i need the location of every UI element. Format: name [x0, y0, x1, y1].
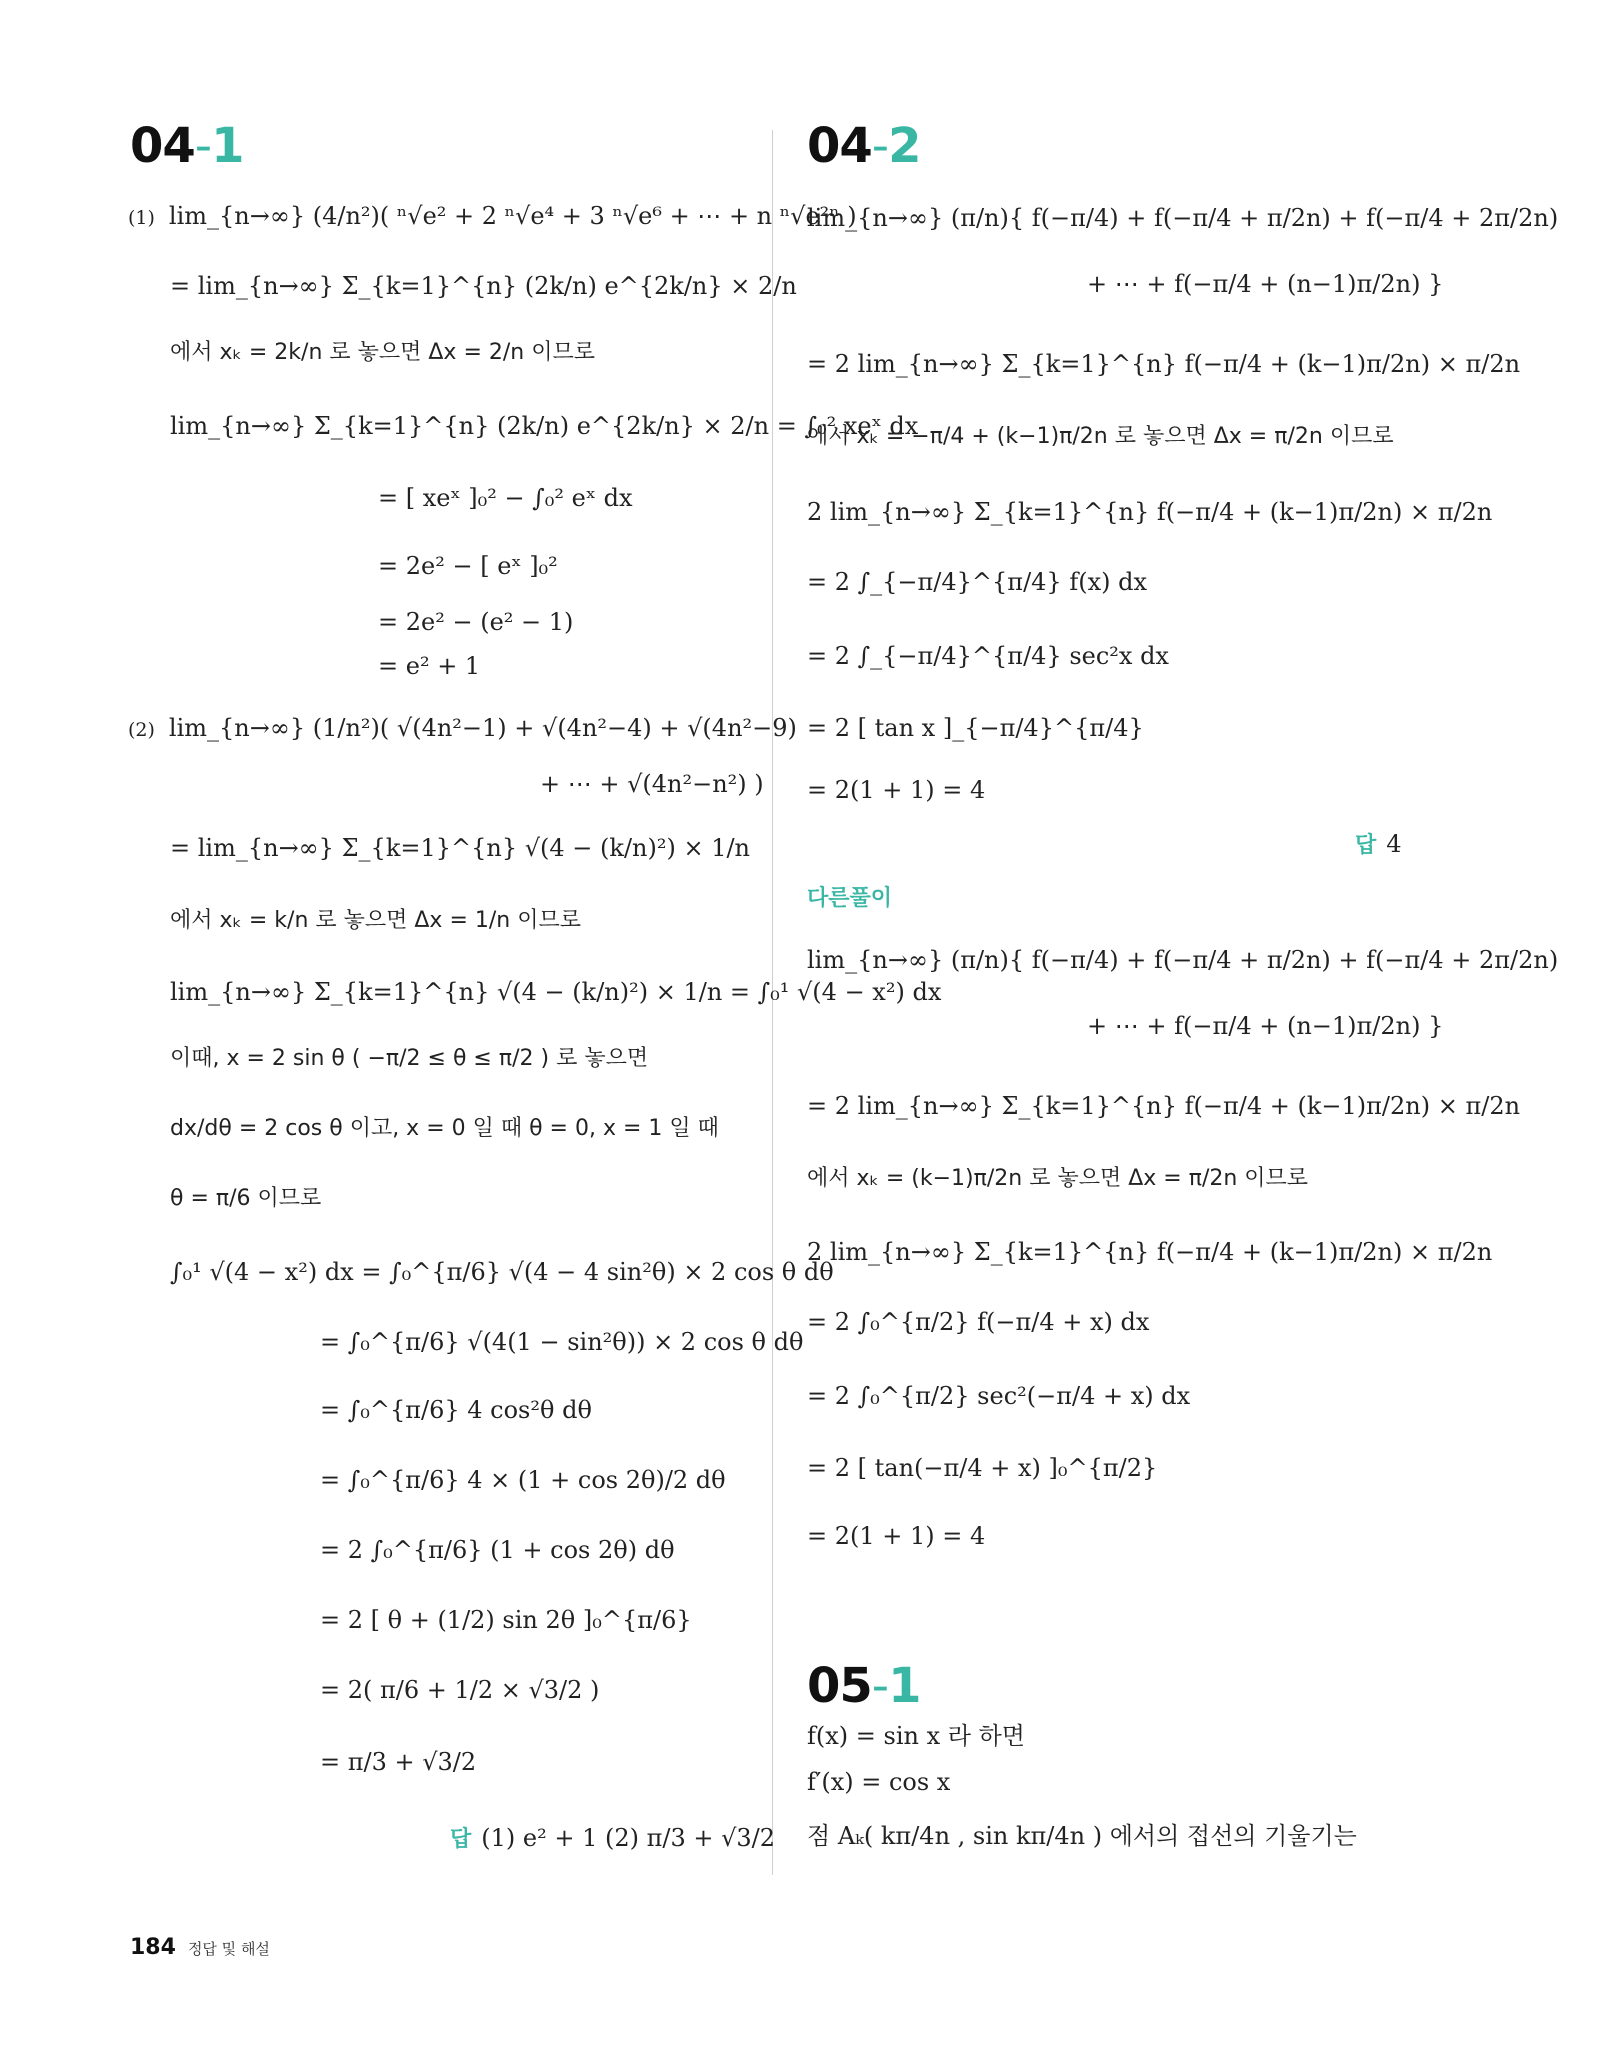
heading-number: 04: [130, 118, 195, 174]
part1-line-0: (1) lim_{n→∞} (4/n²)( ⁿ√e² + 2 ⁿ√e⁴ + 3 ⁿ√e⁶ + ⋯ + n ⁿ√e²ⁿ ): [128, 202, 857, 230]
part2-line-4: lim_{n→∞} Σ_{k=1}^{n} √(4 − (k/n)²) × 1/n = ∫₀¹ √(4 − x²) dx: [170, 978, 942, 1006]
s051-line-0: f(x) = sin x 라 하면: [807, 1722, 1025, 1750]
s042-line-0: lim_{n→∞} (π/n){ f(−π/4) + f(−π/4 + π/2n) + f(−π/4 + 2π/2n): [807, 204, 1559, 232]
part2-line-11: = ∫₀^{π/6} 4 × (1 + cos 2θ)/2 dθ: [320, 1466, 726, 1494]
page-footer: [130, 1935, 270, 1960]
section-04-1-heading: [130, 118, 244, 176]
answer-value: (1) e² + 1 (2) π/3 + √3/2: [481, 1824, 776, 1852]
s051-line-1: f′(x) = cos x: [807, 1768, 951, 1796]
part2-line-10: = ∫₀^{π/6} 4 cos²θ dθ: [320, 1396, 592, 1424]
answer-label: 답: [1355, 833, 1377, 858]
heading-number: 04: [807, 118, 872, 174]
part2-line-9: = ∫₀^{π/6} √(4(1 − sin²θ)) × 2 cos θ dθ: [320, 1328, 804, 1356]
s042-line-5: = 2 ∫_{−π/4}^{π/4} f(x) dx: [807, 568, 1147, 596]
heading-sub: 2: [888, 118, 921, 174]
part2-line-6: dx/dθ = 2 cos θ 이고, x = 0 일 때 θ = 0, x = 1 일 때: [170, 1116, 719, 1141]
answer-value: 4: [1386, 830, 1402, 858]
alt-line-8: = 2(1 + 1) = 4: [807, 1522, 986, 1550]
answer-04-1: [450, 1824, 775, 1853]
part2-line-15: = π/3 + √3/2: [320, 1748, 477, 1776]
part2-line-7: θ = π/6 이므로: [170, 1186, 322, 1211]
part2-line-3: 에서 xₖ = k/n 로 놓으면 Δx = 1/n 이므로: [170, 908, 581, 933]
part-label: (2): [128, 719, 155, 741]
alt-line-2: = 2 lim_{n→∞} Σ_{k=1}^{n} f(−π/4 + (k−1)π/2n) × π/2n: [807, 1092, 1521, 1120]
heading-dash: -: [194, 118, 212, 174]
part1-line-3: lim_{n→∞} Σ_{k=1}^{n} (2k/n) e^{2k/n} × 2/n = ∫₀² xeˣ dx: [170, 412, 919, 440]
part2-line-14: = 2( π/6 + 1/2 × √3/2 ): [320, 1676, 600, 1704]
alt-line-7: = 2 [ tan(−π/4 + x) ]₀^{π/2}: [807, 1454, 1158, 1482]
part2-line-1: + ⋯ + √(4n²−n²) ): [540, 770, 764, 798]
part1-line-4: = [ xeˣ ]₀² − ∫₀² eˣ dx: [378, 484, 633, 512]
part2-line-0: (2) lim_{n→∞} (1/n²)( √(4n²−1) + √(4n²−4) + √(4n²−9): [128, 714, 797, 742]
s042-line-6: = 2 ∫_{−π/4}^{π/4} sec²x dx: [807, 642, 1169, 670]
part2-line-8: ∫₀¹ √(4 − x²) dx = ∫₀^{π/6} √(4 − 4 sin²θ) × 2 cos θ dθ: [170, 1258, 834, 1286]
s042-line-8: = 2(1 + 1) = 4: [807, 776, 986, 804]
page-number: 184: [130, 1935, 176, 1960]
section-05-1-heading: [807, 1658, 921, 1716]
s042-line-2: = 2 lim_{n→∞} Σ_{k=1}^{n} f(−π/4 + (k−1)π/2n) × π/2n: [807, 350, 1521, 378]
part1-line-1: = lim_{n→∞} Σ_{k=1}^{n} (2k/n) e^{2k/n} × 2/n: [170, 272, 797, 300]
alt-line-3: 에서 xₖ = (k−1)π/2n 로 놓으면 Δx = π/2n 이므로: [807, 1166, 1309, 1191]
s051-line-2: 점 Aₖ( kπ/4n , sin kπ/4n ) 에서의 접선의 기울기는: [807, 1822, 1357, 1850]
alt-line-6: = 2 ∫₀^{π/2} sec²(−π/4 + x) dx: [807, 1382, 1191, 1410]
part-label: (1): [128, 207, 155, 229]
alt-solution-title: 다른풀이: [807, 886, 893, 911]
heading-dash: -: [871, 118, 889, 174]
s042-line-1: + ⋯ + f(−π/4 + (n−1)π/2n) }: [1087, 270, 1444, 298]
part1-line-7: = e² + 1: [378, 652, 481, 680]
heading-dash: -: [871, 1658, 889, 1714]
answer-label: 답: [450, 1827, 472, 1852]
part1-line-5: = 2e² − [ eˣ ]₀²: [378, 552, 558, 580]
part2-line-12: = 2 ∫₀^{π/6} (1 + cos 2θ) dθ: [320, 1536, 675, 1564]
part1-line-2: 에서 xₖ = 2k/n 로 놓으면 Δx = 2/n 이므로: [170, 340, 595, 365]
heading-sub: 1: [888, 1658, 921, 1714]
part2-line-5: 이때, x = 2 sin θ ( −π/2 ≤ θ ≤ π/2 ) 로 놓으면: [170, 1046, 649, 1071]
s042-line-3: 에서 xₖ = −π/4 + (k−1)π/2n 로 놓으면 Δx = π/2n 이므로: [807, 424, 1394, 449]
alt-line-4: 2 lim_{n→∞} Σ_{k=1}^{n} f(−π/4 + (k−1)π/2n) × π/2n: [807, 1238, 1493, 1266]
heading-number: 05: [807, 1658, 872, 1714]
part2-line-2: = lim_{n→∞} Σ_{k=1}^{n} √(4 − (k/n)²) × 1/n: [170, 834, 751, 862]
part2-line-13: = 2 [ θ + (1/2) sin 2θ ]₀^{π/6}: [320, 1606, 692, 1634]
s042-line-7: = 2 [ tan x ]_{−π/4}^{π/4}: [807, 714, 1144, 742]
section-04-2-heading: [807, 118, 921, 176]
s042-line-4: 2 lim_{n→∞} Σ_{k=1}^{n} f(−π/4 + (k−1)π/2n) × π/2n: [807, 498, 1493, 526]
alt-line-5: = 2 ∫₀^{π/2} f(−π/4 + x) dx: [807, 1308, 1150, 1336]
answer-04-2: [1355, 830, 1402, 859]
alt-line-1: + ⋯ + f(−π/4 + (n−1)π/2n) }: [1087, 1012, 1444, 1040]
footer-text: 정답 및 해설: [187, 1940, 270, 1958]
heading-sub: 1: [211, 118, 244, 174]
alt-line-0: lim_{n→∞} (π/n){ f(−π/4) + f(−π/4 + π/2n) + f(−π/4 + 2π/2n): [807, 946, 1559, 974]
part1-line-6: = 2e² − (e² − 1): [378, 608, 574, 636]
